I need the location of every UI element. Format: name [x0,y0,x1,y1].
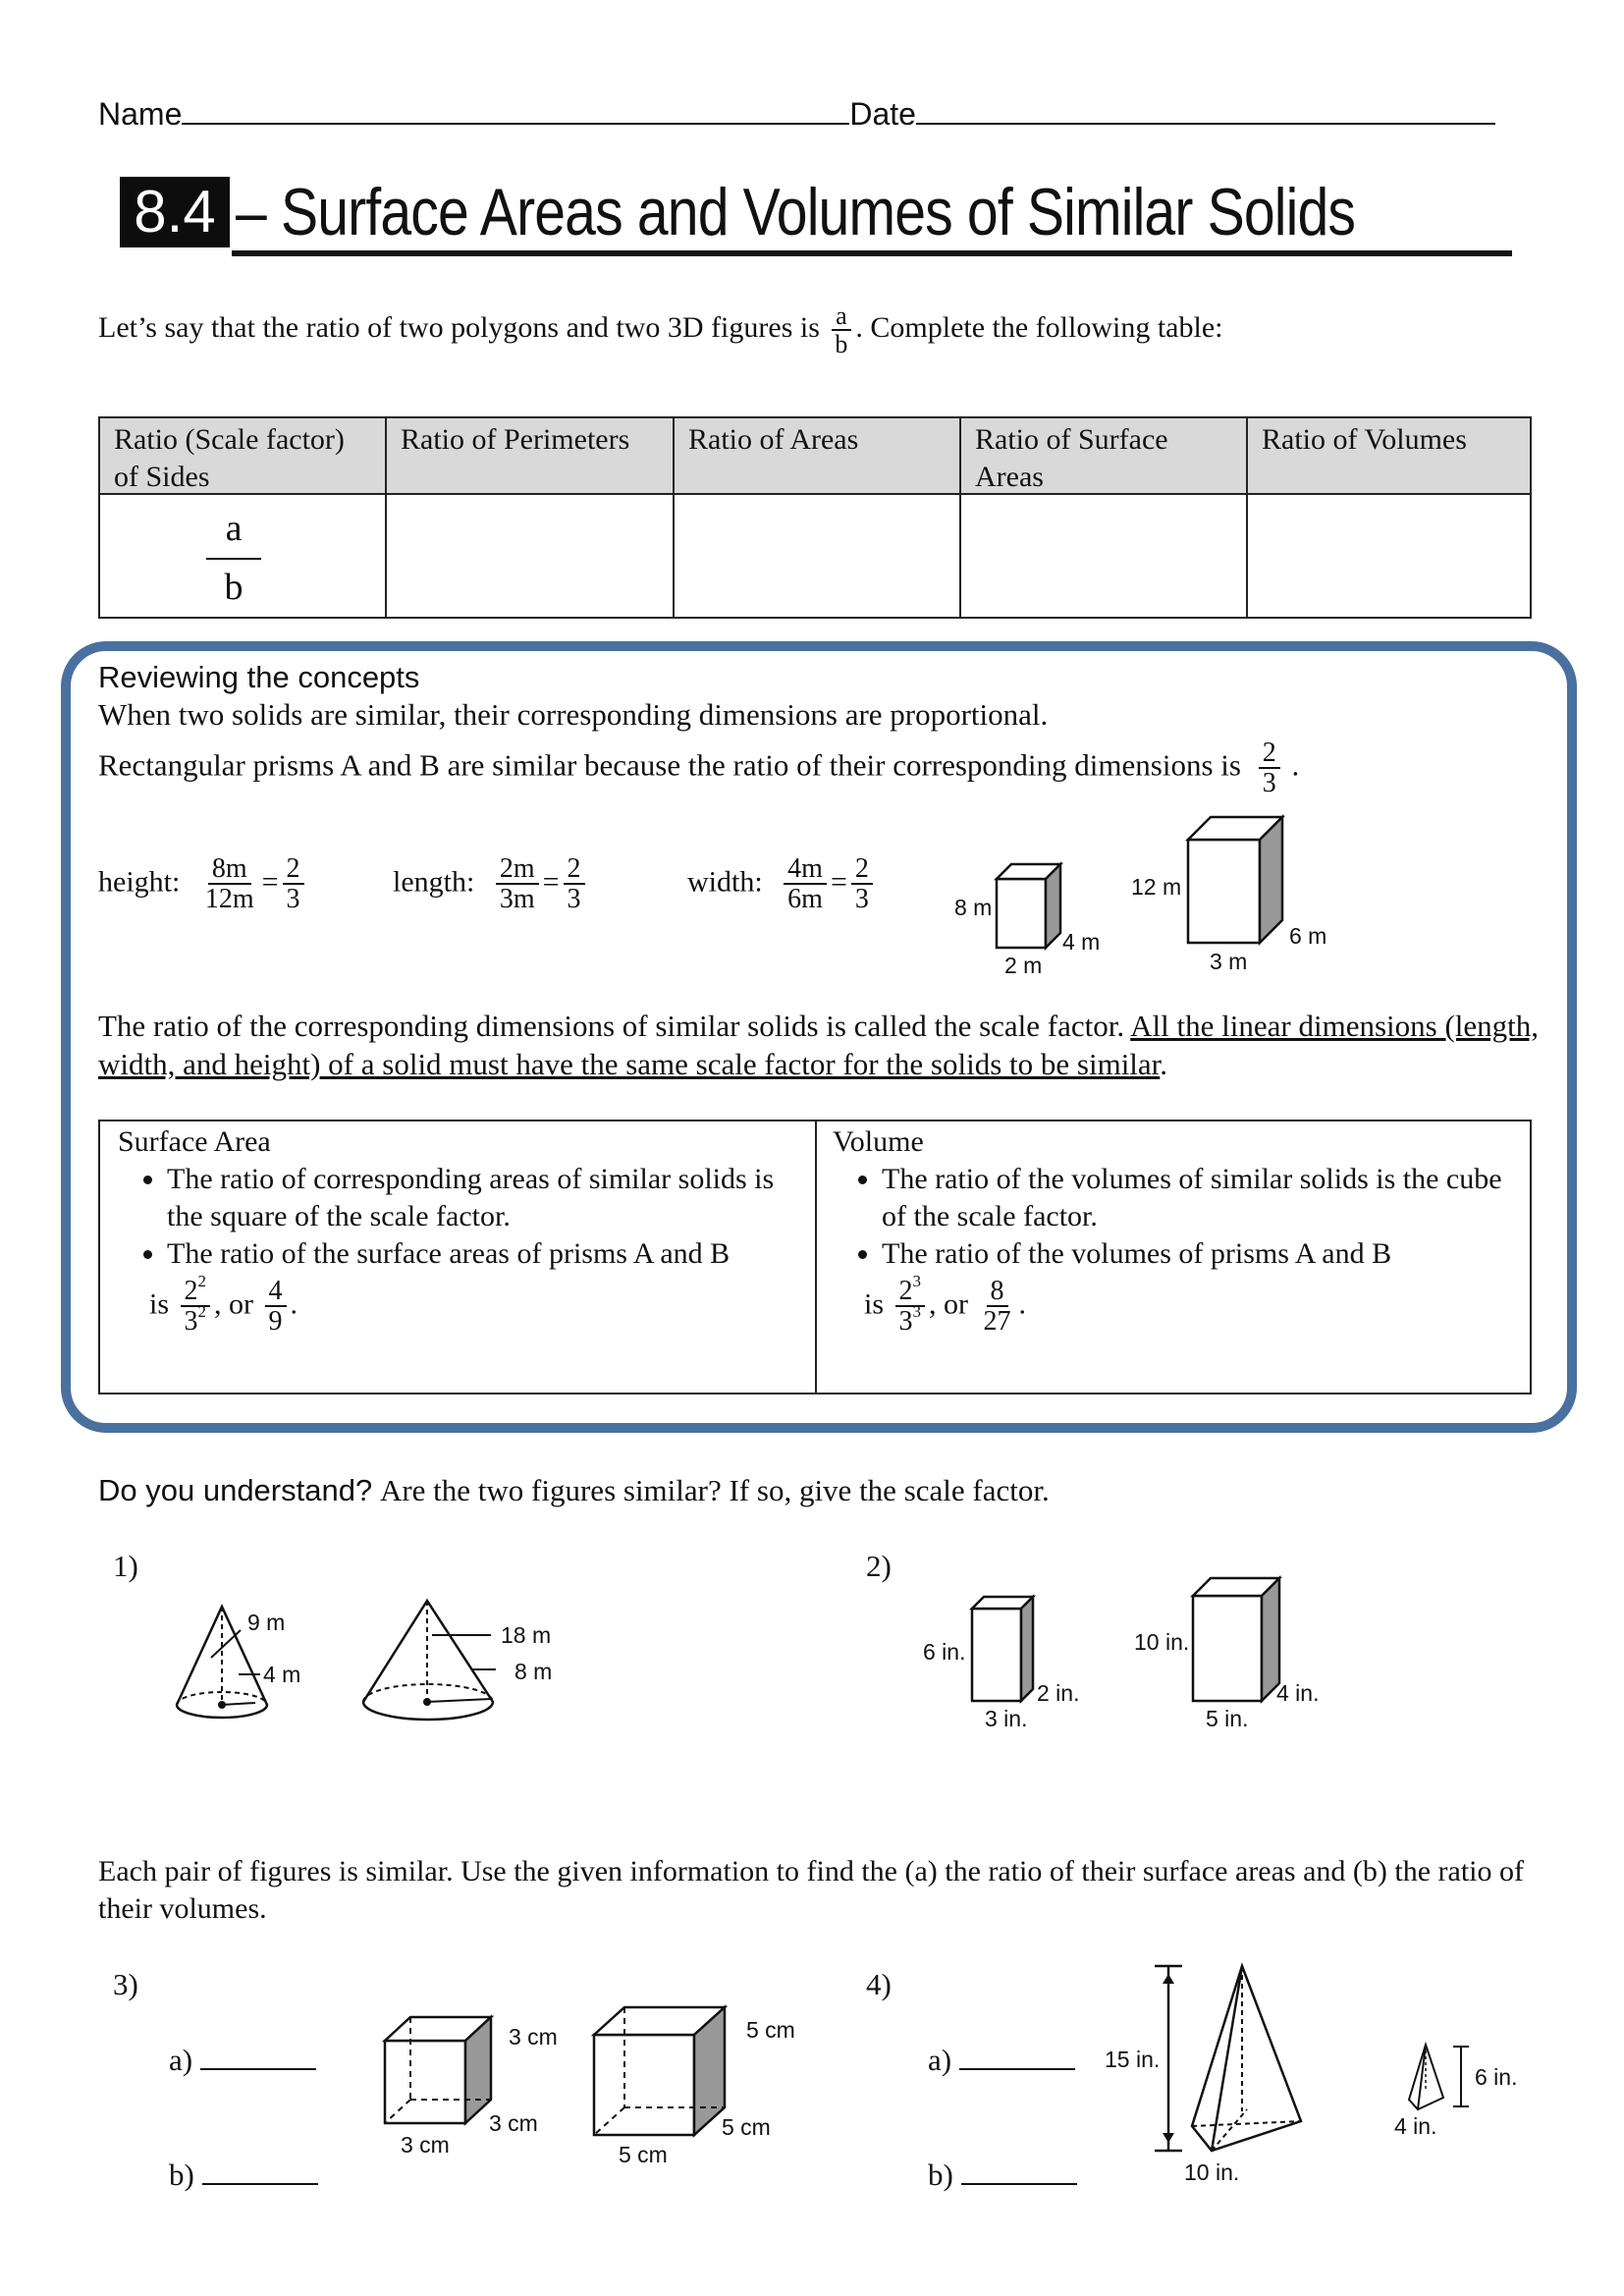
surface-or: , or [214,1287,254,1321]
small-cone [177,1607,300,1718]
each-pair-text: Each pair of figures is similar. Use the given information to find the (a) the ratio of their surface areas and (b) the ratio of their volumes. [98,1855,1524,1925]
volume-title: Volume [833,1125,924,1158]
dim-height: height: $\frac{8m}{12m}$ = $\frac{2}{3}$ [98,854,308,914]
surface-d1: 3 [184,1306,198,1338]
volume-d2: 27 [983,1306,1011,1338]
q3-b-answer[interactable] [202,2158,318,2185]
pyramid-small-b: 4 in. [1394,2113,1437,2139]
intro-before: Let’s say that the ratio of two polygons and two 3D figures is [98,311,820,345]
cube-small [385,2017,558,2158]
large-cone [363,1601,552,1720]
understand-heading: Do you understand? [98,1473,373,1507]
ratio-table [98,416,1532,619]
dim-length-num: 2m [496,854,539,885]
volume-cell: Volume • The ratio of the volumes of similar solids is the cube of the scale factor. • The ratio of the volumes of prisms A and B is $\frac{2^3}{3^3}$ , or $\frac{8}{27}$ . [817,1121,1530,1393]
dim-height-den: 12m [204,884,254,915]
volume-or: , or [929,1287,969,1321]
pyramid-small [1394,2045,1517,2139]
title-underline [232,250,1512,256]
surface-n1: 2 [184,1276,198,1306]
pyramid-large-b: 10 in. [1184,2159,1240,2185]
volume-is: is [864,1287,885,1321]
scale-factor-underlined: All the linear dimensions (length, width, and height) of a solid must have the same scale factor for the solids to be similar [98,1009,1540,1081]
volume-n1: 2 [898,1276,913,1306]
cell-sides [100,495,387,619]
volume-e1: 3 [912,1272,922,1290]
dim-length-den: 3m [499,884,535,915]
intro-text [98,302,1222,358]
volume-bullet-1: • The ratio of the volumes of similar solids is the cube of the scale factor. [882,1161,1530,1235]
q4-number: 4) [866,1967,892,2001]
name-label: Name [98,96,183,132]
cube-large-h: 5 cm [746,2017,795,2043]
dim-width-num: 4m [784,854,827,885]
pyramid-small-h: 6 in. [1475,2064,1518,2090]
cube-small-w: 3 cm [489,2110,538,2136]
surface-area-bullet-2: • The ratio of the surface areas of prisms A and B [167,1235,815,1273]
q3-b-line [169,2158,318,2193]
cell-sides-den: b [224,567,244,608]
dim-width: width: $\frac{4m}{6m}$ = $\frac{2}{3}$ [687,854,877,914]
cube-small-h: 3 cm [509,2024,558,2050]
review-line2-den: 3 [1262,768,1276,799]
large-cone-slant: 18 m [501,1622,552,1648]
q1-cones-figure [157,1581,589,1748]
volume-d1: 3 [898,1306,913,1338]
sa-volume-table [98,1120,1532,1394]
col-header-volumes: Ratio of Volumes [1262,423,1467,456]
intro-frac-num: a [832,302,851,331]
q2-number: 2) [866,1549,892,1583]
q4-pyramids-figure [1090,1954,1532,2190]
scale-factor-text: The ratio of the corresponding dimensions of similar solids is called the scale factor. [98,1009,1125,1043]
dim-length: length: $\frac{2m}{3m}$ = $\frac{2}{3}$ [393,854,589,914]
dim-length-rnum: 2 [564,854,585,885]
pyramid-large-h: 15 in. [1105,2047,1161,2072]
cube-large [594,2007,795,2167]
dim-height-num: 8m [208,854,251,885]
q4-b-answer[interactable] [961,2158,1077,2185]
q4-a-answer[interactable] [959,2043,1075,2070]
dim-length-label: length: [393,865,475,899]
q3-number: 3) [113,1967,138,2001]
volume-n2: 8 [987,1277,1008,1307]
dim-height-rnum: 2 [283,854,304,885]
review-line2-text: Rectangular prisms A and B are similar because the ratio of their corresponding dimensions is [98,747,1241,783]
prism-b-l: 3 m [1210,949,1248,974]
cube-small-l: 3 cm [401,2132,450,2158]
col-header-sides: Ratio (Scale factor) of Sides [100,418,387,495]
review-line2-num: 2 [1259,738,1280,769]
volume-bullet-2: • The ratio of the volumes of prisms A and B [882,1235,1530,1273]
q2-a-w: 2 in. [1037,1680,1080,1706]
q3-a-line [169,2043,316,2078]
dim-width-den: 6m [787,884,823,915]
dim-length-rden: 3 [567,884,581,915]
surface-area-bullet-1: • The ratio of corresponding areas of similar solids is the square of the scale factor. [167,1161,815,1235]
volume-de1: 3 [912,1302,922,1322]
q4-b-line [928,2158,1077,2193]
q3-cubes-figure [373,2003,825,2180]
date-field[interactable] [916,97,1495,125]
q4-a-line [928,2043,1075,2078]
review-heading: Reviewing the concepts [98,660,420,694]
dim-width-rden: 3 [854,884,869,915]
q4-a-label: a) [928,2043,952,2077]
q2-b-l: 5 in. [1206,1706,1249,1731]
q2-b-w: 4 in. [1276,1680,1320,1706]
q2-a-h: 6 in. [923,1639,966,1665]
q2-a-l: 3 in. [985,1706,1028,1731]
surface-de1: 2 [197,1302,207,1322]
surface-n2: 4 [265,1277,287,1307]
surface-area-cell: Surface Area • The ratio of corresponding areas of similar solids is the square of the scale factor. • The ratio of the surface areas of prisms A and B is $\frac{2^2}{3^2}$ , or $\frac{4}{9}$ . [100,1121,817,1393]
cell-areas[interactable] [675,495,961,619]
name-field[interactable] [182,97,849,125]
q3-a-label: a) [169,2043,193,2077]
review-line2: Rectangular prisms A and B are similar because the ratio of their corresponding dimensions is $\frac{2}{3}$ . [98,738,1300,799]
col-header-areas: Ratio of Areas [675,418,961,495]
q3-b-label: b) [169,2158,194,2192]
q1-number: 1) [113,1549,138,1583]
small-cone-slant: 9 m [247,1610,286,1635]
q2-prism-b [1134,1578,1319,1731]
understand-text: Are the two figures similar? If so, give the scale factor. [379,1473,1050,1507]
q2-prism-a [923,1597,1079,1731]
prism-b-w: 6 m [1289,923,1327,949]
small-cone-radius: 4 m [263,1662,301,1687]
page-title: – Surface Areas and Volumes of Similar Solids [236,175,1356,249]
intro-frac-den: b [835,330,848,359]
dim-width-label: width: [687,865,763,899]
prism-b [1131,817,1326,974]
dim-height-label: height: [98,865,181,899]
scale-factor-paragraph: The ratio of the corresponding dimensions of similar solids is called the scale factor. All the linear dimensions (length, width, and height) of a solid must have the same scale factor for the solids to be similar. [98,1009,1540,1081]
surface-area-title: Surface Area [118,1125,271,1158]
prism-a [954,864,1100,978]
pyramid-large [1105,1966,1301,2185]
cell-volumes[interactable] [1248,495,1530,619]
date-label: Date [849,96,916,132]
cell-surface-areas[interactable] [961,495,1248,619]
section-number: 8.4 [134,179,216,245]
col-header-perimeters: Ratio of Perimeters [387,418,675,495]
cell-sides-num: a [206,501,261,560]
prism-a-l: 2 m [1004,953,1043,978]
surface-e1: 2 [197,1272,207,1290]
prisms-ab-figure [943,800,1355,987]
prism-a-h: 8 m [954,895,993,920]
col-header-surface-areas: Ratio of Surface Areas [961,418,1248,495]
surface-d2: 9 [268,1306,283,1338]
understand-line [98,1473,1050,1508]
section-number-badge [120,177,230,247]
prism-a-w: 4 m [1062,929,1101,955]
cube-large-w: 5 cm [722,2114,771,2140]
cube-large-l: 5 cm [619,2142,668,2167]
dim-width-rnum: 2 [851,854,873,885]
surface-is: is [149,1287,170,1321]
dim-height-rden: 3 [286,884,300,915]
q2-b-h: 10 in. [1134,1629,1190,1655]
name-date-line [98,96,1522,133]
cell-perimeters[interactable] [387,495,675,619]
large-cone-radius: 8 m [514,1659,553,1684]
review-line1: When two solids are similar, their corresponding dimensions are proportional. [98,697,1049,732]
intro-after: . Complete the following table: [855,311,1223,345]
q4-b-label: b) [928,2158,953,2192]
q3-a-answer[interactable] [200,2043,316,2070]
q2-prisms-figure [913,1561,1335,1738]
prism-b-h: 12 m [1131,874,1182,900]
